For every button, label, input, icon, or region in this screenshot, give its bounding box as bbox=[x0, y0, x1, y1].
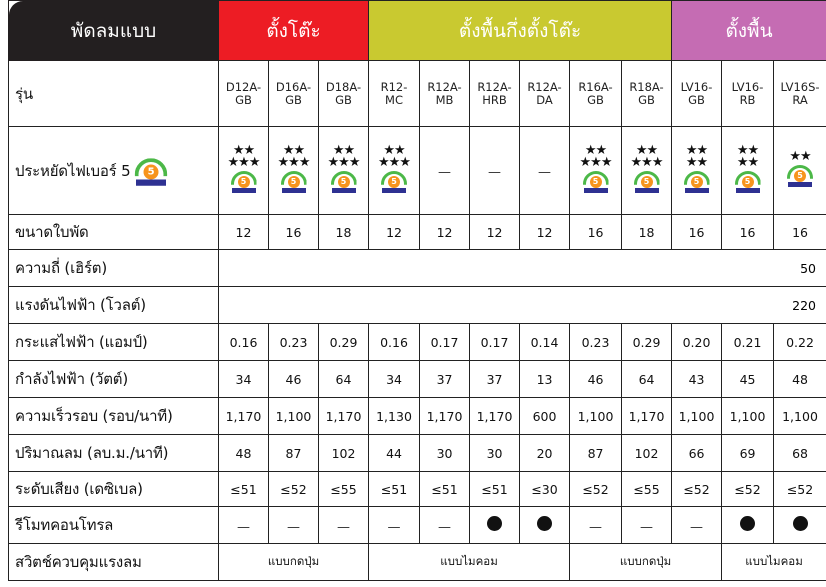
power-cell: 34 bbox=[369, 361, 420, 398]
current-cell: 0.23 bbox=[269, 324, 319, 361]
rating-stars-icon: ★★★ bbox=[227, 154, 260, 170]
not-available-dash: — bbox=[237, 519, 250, 535]
noise-cell: ≤51 bbox=[470, 472, 520, 507]
model-code-line2: GB bbox=[335, 92, 352, 107]
rating-stars-icon: ★★ bbox=[584, 142, 607, 158]
current-cell: 0.23 bbox=[570, 324, 622, 361]
remote-available-dot-icon bbox=[537, 516, 552, 531]
current-cell: 0.29 bbox=[622, 324, 672, 361]
current-cell: 0.14 bbox=[520, 324, 570, 361]
remote-cell bbox=[219, 507, 269, 544]
energy-cell bbox=[622, 127, 672, 215]
row-label-current: กระแสไฟฟ้า (แอมป์) bbox=[9, 324, 219, 361]
not-available-dash: — bbox=[337, 519, 350, 535]
switch-value: แบบกดปุ่ม bbox=[219, 544, 369, 581]
airflow-cell: 30 bbox=[420, 435, 470, 472]
not-available-dash: — bbox=[438, 165, 452, 180]
remote-cell bbox=[520, 507, 570, 544]
model-code-line2: RB bbox=[739, 92, 756, 107]
model-code-line1: LV16- bbox=[731, 79, 764, 94]
current-cell: 0.16 bbox=[369, 324, 420, 361]
not-available-dash: — bbox=[438, 519, 452, 535]
current-cell: 0.17 bbox=[420, 324, 470, 361]
not-available-dash: — bbox=[538, 165, 552, 180]
current-cell: 0.17 bbox=[470, 324, 520, 361]
power-cell: 64 bbox=[319, 361, 369, 398]
model-cell bbox=[369, 61, 420, 127]
noise-cell: ≤55 bbox=[622, 472, 672, 507]
energy-label-5-icon: 5 bbox=[682, 171, 712, 193]
airflow-cell: 20 bbox=[520, 435, 570, 472]
energy-cell bbox=[570, 127, 622, 215]
airflow-cell: 69 bbox=[722, 435, 774, 472]
not-available-dash: — bbox=[589, 519, 603, 535]
row-label-voltage: แรงดันไฟฟ้า (โวลต์) bbox=[9, 287, 219, 324]
energy-cell bbox=[219, 127, 269, 215]
model-code-line1: D16A- bbox=[275, 79, 312, 94]
remote-cell bbox=[369, 507, 420, 544]
rating-stars-icon: ★★★ bbox=[327, 154, 360, 170]
energy-label-5-icon: 5 bbox=[329, 171, 359, 193]
row-label-freq: ความถี่ (เฮิร์ต) bbox=[9, 250, 219, 287]
model-cell bbox=[319, 61, 369, 127]
model-code-line1: R12A- bbox=[527, 79, 562, 94]
blade-size-cell: 16 bbox=[774, 215, 826, 250]
blade-size-cell: 18 bbox=[319, 215, 369, 250]
model-code-line1: R16A- bbox=[578, 79, 613, 94]
speed-cell: 1,100 bbox=[269, 398, 319, 435]
speed-cell: 1,130 bbox=[369, 398, 420, 435]
energy-cell bbox=[722, 127, 774, 215]
rating-stars-icon: ★★ bbox=[383, 142, 405, 158]
noise-cell: ≤51 bbox=[369, 472, 420, 507]
row-label-model: รุ่น bbox=[9, 61, 219, 127]
group-desk: ตั้งโต๊ะ bbox=[219, 1, 369, 61]
rating-stars-icon: ★★★ bbox=[630, 154, 663, 170]
rating-stars-icon: ★★ bbox=[282, 142, 305, 158]
row-label-speed: ความเร็วรอบ (รอบ/นาที) bbox=[9, 398, 219, 435]
model-code-line1: D18A- bbox=[325, 79, 362, 94]
speed-cell: 600 bbox=[520, 398, 570, 435]
switch-row bbox=[9, 544, 826, 581]
energy-cell bbox=[774, 127, 826, 215]
model-cell bbox=[269, 61, 319, 127]
model-code-line2: GB bbox=[688, 92, 705, 107]
noise-cell: ≤52 bbox=[269, 472, 319, 507]
remote-cell bbox=[774, 507, 826, 544]
remote-available-dot-icon bbox=[740, 516, 755, 531]
switch-value: แบบกดปุ่ม bbox=[570, 544, 722, 581]
rating-stars-icon: ★★ bbox=[736, 142, 759, 158]
model-cell bbox=[470, 61, 520, 127]
model-cell bbox=[774, 61, 826, 127]
airflow-cell: 68 bbox=[774, 435, 826, 472]
power-cell: 13 bbox=[520, 361, 570, 398]
rating-stars-icon: ★★ bbox=[789, 148, 811, 164]
current-cell: 0.29 bbox=[319, 324, 369, 361]
power-cell: 64 bbox=[622, 361, 672, 398]
blade-size-cell: 12 bbox=[219, 215, 269, 250]
group-semi-floor: ตั้งพื้นกึ่งตั้งโต๊ะ bbox=[369, 1, 672, 61]
noise-cell: ≤55 bbox=[319, 472, 369, 507]
speed-cell: 1,170 bbox=[219, 398, 269, 435]
model-code-line1: R12A- bbox=[477, 79, 512, 94]
blade-size-cell: 12 bbox=[420, 215, 470, 250]
power-cell: 46 bbox=[570, 361, 622, 398]
row-label-energy bbox=[9, 127, 219, 215]
speed-row bbox=[9, 398, 826, 435]
blade-size-cell: 16 bbox=[570, 215, 622, 250]
model-cell bbox=[722, 61, 774, 127]
noise-cell: ≤30 bbox=[520, 472, 570, 507]
airflow-cell: 66 bbox=[672, 435, 722, 472]
power-cell: 45 bbox=[722, 361, 774, 398]
switch-value: แบบไมคอม bbox=[369, 544, 570, 581]
model-code-line2: MC bbox=[385, 92, 403, 107]
rating-stars-icon: ★★ bbox=[685, 142, 708, 158]
not-available-dash: — bbox=[640, 519, 654, 535]
energy-label-5-icon: 5 bbox=[581, 171, 611, 193]
energy-row bbox=[9, 127, 826, 215]
noise-cell: ≤52 bbox=[774, 472, 826, 507]
airflow-cell: 48 bbox=[219, 435, 269, 472]
blade-size-cell: 12 bbox=[520, 215, 570, 250]
energy-cell bbox=[369, 127, 420, 215]
remote-row bbox=[9, 507, 826, 544]
rating-stars-icon: ★★★ bbox=[579, 154, 612, 170]
energy-label-5-icon: 5 bbox=[133, 158, 171, 186]
table-title: พัดลมแบบ bbox=[9, 1, 219, 61]
rating-stars-icon: ★★ bbox=[685, 154, 708, 170]
current-cell: 0.16 bbox=[219, 324, 269, 361]
speed-cell: 1,170 bbox=[622, 398, 672, 435]
rating-stars-icon: ★★★ bbox=[378, 154, 410, 170]
blade-size-cell: 16 bbox=[269, 215, 319, 250]
model-row bbox=[9, 61, 826, 127]
blade-size-cell: 12 bbox=[369, 215, 420, 250]
remote-cell bbox=[722, 507, 774, 544]
energy-label-5-icon: 5 bbox=[229, 171, 259, 193]
model-cell bbox=[219, 61, 269, 127]
remote-cell bbox=[319, 507, 369, 544]
freq-value: 50 bbox=[219, 250, 826, 287]
blade-size-cell: 18 bbox=[622, 215, 672, 250]
speed-cell: 1,100 bbox=[570, 398, 622, 435]
blade-size-cell: 16 bbox=[722, 215, 774, 250]
energy-label-5-icon: 5 bbox=[785, 165, 815, 187]
blade-row bbox=[9, 215, 826, 250]
model-cell bbox=[622, 61, 672, 127]
model-code-line1: R12- bbox=[380, 79, 408, 94]
energy-cell bbox=[520, 127, 570, 215]
noise-cell: ≤52 bbox=[672, 472, 722, 507]
airflow-cell: 87 bbox=[570, 435, 622, 472]
model-code-line1: LV16- bbox=[680, 79, 713, 94]
current-cell: 0.20 bbox=[672, 324, 722, 361]
energy-cell bbox=[269, 127, 319, 215]
rating-stars-icon: ★★ bbox=[232, 142, 255, 158]
model-cell bbox=[420, 61, 470, 127]
model-code-line1: R12A- bbox=[427, 79, 462, 94]
remote-cell bbox=[672, 507, 722, 544]
speed-cell: 1,100 bbox=[774, 398, 826, 435]
row-label-noise: ระดับเสียง (เดซิเบล) bbox=[9, 472, 219, 507]
model-code-line2: MB bbox=[435, 92, 454, 107]
energy-label-5-icon: 5 bbox=[632, 171, 662, 193]
current-cell: 0.21 bbox=[722, 324, 774, 361]
model-cell bbox=[520, 61, 570, 127]
header-row bbox=[9, 1, 826, 61]
airflow-cell: 102 bbox=[622, 435, 672, 472]
model-code-line2: GB bbox=[235, 92, 252, 107]
not-available-dash: — bbox=[488, 165, 502, 180]
rating-stars-icon: ★★★ bbox=[277, 154, 310, 170]
speed-cell: 1,100 bbox=[722, 398, 774, 435]
voltage-row bbox=[9, 287, 826, 324]
noise-cell: ≤52 bbox=[570, 472, 622, 507]
noise-cell: ≤52 bbox=[722, 472, 774, 507]
power-cell: 37 bbox=[470, 361, 520, 398]
freq-row bbox=[9, 250, 826, 287]
remote-cell bbox=[622, 507, 672, 544]
speed-cell: 1,170 bbox=[420, 398, 470, 435]
energy-label-5-icon: 5 bbox=[379, 171, 409, 193]
remote-cell bbox=[420, 507, 470, 544]
remote-available-dot-icon bbox=[487, 516, 502, 531]
voltage-value: 220 bbox=[219, 287, 826, 324]
energy-cell bbox=[319, 127, 369, 215]
not-available-dash: — bbox=[287, 519, 300, 535]
remote-cell bbox=[470, 507, 520, 544]
model-code-line1: R18A- bbox=[629, 79, 664, 94]
airflow-cell: 87 bbox=[269, 435, 319, 472]
model-code-line1: LV16S- bbox=[780, 79, 820, 94]
power-cell: 46 bbox=[269, 361, 319, 398]
model-code-line2: GB bbox=[285, 92, 302, 107]
model-code-line2: GB bbox=[638, 92, 655, 107]
model-code-line2: DA bbox=[536, 92, 553, 107]
noise-cell: ≤51 bbox=[219, 472, 269, 507]
model-cell bbox=[672, 61, 722, 127]
current-cell: 0.22 bbox=[774, 324, 826, 361]
energy-cell bbox=[420, 127, 470, 215]
model-code-line1: D12A- bbox=[225, 79, 262, 94]
remote-cell bbox=[570, 507, 622, 544]
energy-label-5-icon: 5 bbox=[733, 171, 763, 193]
switch-value: แบบไมคอม bbox=[722, 544, 826, 581]
not-available-dash: — bbox=[387, 519, 401, 535]
airflow-cell: 30 bbox=[470, 435, 520, 472]
rating-stars-icon: ★★ bbox=[332, 142, 355, 158]
rating-stars-icon: ★★ bbox=[736, 154, 759, 170]
power-cell: 34 bbox=[219, 361, 269, 398]
noise-cell: ≤51 bbox=[420, 472, 470, 507]
airflow-cell: 102 bbox=[319, 435, 369, 472]
row-label-switch: สวิตช์ควบคุมแรงลม bbox=[9, 544, 219, 581]
group-floor: ตั้งพื้น bbox=[672, 1, 826, 61]
model-code-line2: RA bbox=[792, 92, 808, 107]
row-label-remote: รีโมทคอนโทรล bbox=[9, 507, 219, 544]
not-available-dash: — bbox=[690, 519, 704, 535]
model-cell bbox=[570, 61, 622, 127]
power-cell: 37 bbox=[420, 361, 470, 398]
blade-size-cell: 12 bbox=[470, 215, 520, 250]
row-label-power: กำลังไฟฟ้า (วัตต์) bbox=[9, 361, 219, 398]
model-code-line2: HRB bbox=[482, 92, 507, 107]
spec-table bbox=[8, 0, 826, 581]
row-label-blade: ขนาดใบพัด bbox=[9, 215, 219, 250]
power-row bbox=[9, 361, 826, 398]
blade-size-cell: 16 bbox=[672, 215, 722, 250]
noise-row bbox=[9, 472, 826, 507]
energy-label-5-icon: 5 bbox=[279, 171, 309, 193]
energy-cell bbox=[672, 127, 722, 215]
power-cell: 43 bbox=[672, 361, 722, 398]
airflow-row bbox=[9, 435, 826, 472]
model-code-line2: GB bbox=[587, 92, 604, 107]
energy-label: ประหยัดไฟเบอร์ 5 bbox=[15, 161, 131, 180]
row-label-airflow: ปริมาณลม (ลบ.ม./นาที) bbox=[9, 435, 219, 472]
speed-cell: 1,170 bbox=[470, 398, 520, 435]
power-cell: 48 bbox=[774, 361, 826, 398]
remote-cell bbox=[269, 507, 319, 544]
energy-cell bbox=[470, 127, 520, 215]
airflow-cell: 44 bbox=[369, 435, 420, 472]
remote-available-dot-icon bbox=[793, 516, 808, 531]
speed-cell: 1,100 bbox=[672, 398, 722, 435]
speed-cell: 1,170 bbox=[319, 398, 369, 435]
current-row bbox=[9, 324, 826, 361]
rating-stars-icon: ★★ bbox=[635, 142, 658, 158]
